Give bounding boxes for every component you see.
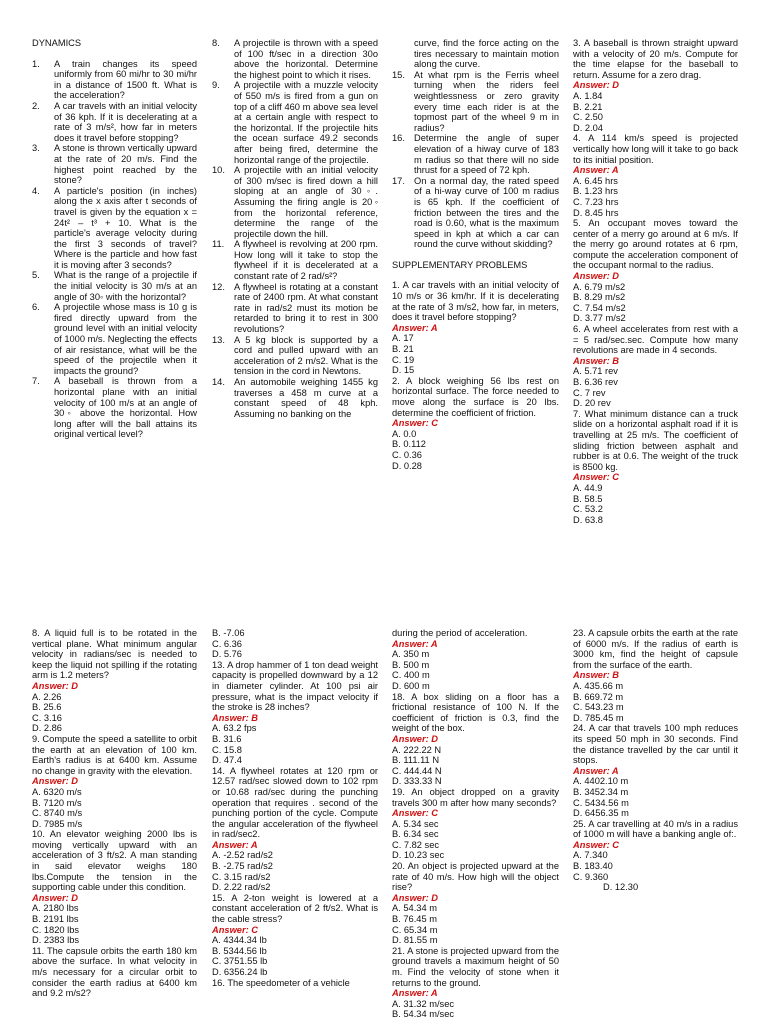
section-heading: SUPPLEMENTARY PROBLEMS: [392, 259, 528, 270]
option: B. 7120 m/s: [32, 797, 82, 808]
question-text: 18. A box sliding on a floor has a frictional resistance of 100 N. If the coefficient of friction is 0.3, find the weight of the box.: [392, 691, 559, 734]
question-text: 4. A 114 km/s speed is projected vertically how long will it take to go back to its initial position.: [573, 133, 738, 165]
option: A. 5.71 rev: [573, 366, 618, 377]
option: B. 1.23 hrs: [573, 186, 618, 197]
problem-text: A car travels with an initial velocity of 36 kph. If it is decelerating at a rate of 3 m/s², how far in meters does it travel before stopping?: [54, 100, 197, 143]
option: B. 58.5: [573, 493, 603, 504]
question-text: 8. A liquid full is to be rotated in the vertical plane. What minimum angular velocity in radians/sec is needed to keep the liquid not spilling if the rotating arm is 1.2 meters?: [32, 628, 197, 681]
option: C. 3751.55 lb: [212, 956, 268, 967]
answer-label: Answer: D: [392, 733, 438, 744]
option: A. -2.52 rad/s2: [212, 850, 273, 861]
problem-item: [212, 377, 378, 419]
option: D. 7985 m/s: [32, 818, 83, 829]
answer-label: Answer: A: [392, 322, 438, 333]
supplementary-list-2: [573, 38, 738, 525]
problem-item: [32, 59, 197, 101]
option: C. 53.2: [573, 504, 603, 515]
problem-list-3: [392, 70, 559, 250]
option: D. 63.8: [573, 514, 603, 525]
option: B. 6.34 sec: [392, 829, 439, 840]
option: C. 65.34 m: [392, 924, 438, 935]
column-2: [212, 38, 378, 419]
problem-number: 17.: [392, 175, 405, 186]
option: C. 15.8: [212, 744, 242, 755]
option: A. 31.32 m/sec: [392, 998, 455, 1009]
problem-text: A stone is thrown vertically upward at the rate of 20 m/s. Find the highest point reached by the stone?: [54, 143, 197, 186]
problem-item: [32, 270, 197, 302]
option: A. 6320 m/s: [32, 786, 82, 797]
question-text: 7. What minimum distance can a truck slide on a horizontal asphalt road if it is travelling at 25 m/s. The coefficient of sliding friction between asphalt and rubber is at 0.6. The weight of the truck is 8500 kg.: [573, 408, 738, 472]
problem-item: [212, 80, 378, 165]
problem-list-2: [212, 38, 378, 419]
answer-label: Answer: A: [212, 839, 258, 850]
option: C. 7.82 sec: [392, 839, 440, 850]
column-6: [212, 628, 378, 988]
option: A. 6.45 hrs: [573, 175, 618, 186]
option: D. 47.4: [212, 755, 242, 766]
problem-item: [392, 133, 559, 175]
problem-number: 2.: [32, 100, 40, 111]
problem-number: 10.: [212, 165, 225, 176]
option: B. 5344.56 lb: [212, 945, 267, 956]
problem-item: [212, 38, 378, 80]
option: B. 500 m: [392, 659, 430, 670]
question-text: 21. A stone is projected upward from the ground travels a maximum height of 50 m. Find the velocity of stone when it returns to the ground.: [392, 945, 559, 988]
answer-label: Answer: C: [573, 472, 619, 483]
problem-text: On a normal day, the rated speed of a hi-way curve of 100 m radius is 65 kph. If the coefficient of friction between the tires and the road is 0.60, what is the maximum speed in kph at which a car can round the curve without skidding?: [414, 175, 559, 250]
question-text: 23. A capsule orbits the earth at the rate of 6000 m/s. If the radius of earth is 3000 km, find the height of capsule from the surface of the earth.: [573, 628, 738, 670]
supplementary-list: [392, 280, 559, 471]
problem-number: 3.: [32, 143, 40, 154]
option: D. 20 rev: [573, 398, 611, 409]
problem-list-1: [32, 59, 197, 440]
problem-text: A projectile with a muzzle velocity of 550 m/s is fired from a gun on top of a cliff 460 m above sea level at a certain angle with respect to the horizontal. If the projectile hits the ocean surface 49.2 seconds after being fired, determine the horizontal range of the projectile.: [234, 80, 378, 165]
option: C. 400 m: [392, 670, 430, 681]
answer-label: Answer: D: [32, 776, 78, 787]
answer-label: Answer: A: [392, 638, 438, 649]
problem-item: [32, 101, 197, 143]
option: A. 5.34 sec: [392, 818, 439, 829]
option: D. 2.04: [573, 122, 603, 133]
option: C. 444.44 N: [392, 765, 442, 776]
problem-text: A flywheel is rotating at a constant rate of 2400 rpm. At what constant rate in rad/s2 must its motion be retarded to bring it to rest in 300 revolutions?: [234, 281, 378, 335]
problem-item: [32, 143, 197, 185]
column-1: [32, 38, 197, 440]
problem-text: A projectile whose mass is 10 g is fired directly upward from the ground level with an initial velocity of 1000 m/s. Neglecting the effects of air resistance, what will be the speed of the projectile when it impacts the ground?: [54, 302, 197, 376]
question-text: 3. A baseball is thrown straight upward with a velocity of 20 m/s. Compute for the time elapse for the baseball to return. Assume for a zero drag.: [573, 38, 738, 80]
option: A. 1.84: [573, 90, 603, 101]
problem-text: A train changes its speed uniformly from 60 mi/hr to 30 mi/hr in a distance of 1500 ft. What is the acceleration?: [54, 58, 197, 101]
continued-text: during the period of acceleration.: [392, 628, 528, 638]
supplementary-list-6: [573, 628, 738, 882]
option: D. 3.77 m/s2: [573, 313, 626, 324]
option: C. 3.15 rad/s2: [212, 871, 271, 882]
problem-number: 16.: [392, 133, 405, 144]
option: C. 6.36: [212, 638, 242, 649]
problem-text: At what rpm is the Ferris wheel turning when the riders feel weightlessness or zero gravity every time each rider is at the topmost part of the wheel 9 m in radius?: [414, 69, 559, 133]
problem-text: A projectile is thrown with a speed of 100 ft/sec in a direction 30o above the horizontal. Determine the highest point to which it rises.: [234, 38, 378, 80]
problem-text: A projectile with an initial velocity of 300 m/sec is fired down a hill sloping at an angle of 30◦. Assuming the firing angle is 20◦ from the horizontal reference, determine the range of the projectile down the hill.: [234, 165, 378, 239]
option: C. 9.360: [573, 871, 609, 882]
question-text: 15. A 2-ton weight is lowered at a constant acceleration of 2 ft/s2. What is the cable stress?: [212, 892, 378, 925]
option: A. 222.22 N: [392, 744, 442, 755]
problem-number: 8.: [212, 38, 220, 48]
option: C. 7.23 hrs: [573, 196, 619, 207]
answer-label: Answer: D: [573, 271, 619, 282]
option: A. 2180 lbs: [32, 903, 79, 914]
option: C. 2.50: [573, 112, 603, 123]
question-text: 20. An object is projected upward at the rate of 40 m/s. How high will the object rise?: [392, 861, 559, 893]
option: D. 10.23 sec: [392, 850, 445, 861]
option: C. 1820 lbs: [32, 924, 80, 935]
option: B. 2191 lbs: [32, 914, 79, 925]
supplementary-list-3: [32, 628, 197, 999]
problem-item: [212, 239, 378, 281]
option: D. 8.45 hrs: [573, 207, 619, 218]
question-text: 24. A car that travels 100 mph reduces its speed 50 mph in 30 seconds. Find the distance travelled by the car until it stops.: [573, 723, 738, 766]
problem-text: Determine the angle of super elevation of a hiway curve of 183 m radius so that there will no side thrust for a speed of 72 kph.: [414, 133, 559, 176]
option: B. 25.6: [32, 702, 62, 713]
answer-label: Answer: D: [573, 80, 619, 91]
question-text: 2. A block weighing 56 lbs rest on horizontal surface. The force needed to move along the surface is 20 lbs. determine the coefficient of friction.: [392, 375, 559, 418]
option: D. 600 m: [392, 680, 430, 691]
option: D. 5.76: [212, 649, 242, 660]
question-text: 5. An occupant moves toward the center of a merry go around at 6 m/s. If the merry go around rotates at 6 rpm, compute the acceleration component of the occupant normal to the radius.: [573, 218, 738, 271]
problem-number: 9.: [212, 80, 220, 91]
answer-label: Answer: B: [212, 712, 258, 723]
option: B. 6.36 rev: [573, 377, 618, 387]
problem-item: [32, 302, 197, 376]
problem-number: 11.: [212, 239, 225, 250]
option: A. 2.26: [32, 691, 62, 702]
option: B. 669.72 m: [573, 691, 624, 702]
supplementary-list-5: [392, 692, 559, 1020]
option: C. 5434.56 m: [573, 797, 629, 808]
option: D. 2.86: [32, 723, 62, 734]
option: A. 44.9: [573, 482, 603, 493]
problem-text: A baseball is thrown from a horizontal plane with an initial velocity of 100 m/s at an angle of 30◦ above the horizontal. How long after will the ball attains its original vertical level?: [54, 376, 197, 440]
option: A. 17: [392, 333, 414, 344]
option: C. 7 rev: [573, 387, 606, 398]
problem-number: 15.: [392, 69, 405, 80]
problem-text: A 5 kg block is supported by a cord and pulled upward with an acceleration of 2 m/s2. What is the tension in the cord in Newtons.: [234, 334, 378, 377]
problem-item: [392, 176, 559, 250]
problem-number: 14.: [212, 377, 225, 387]
option: D. 12.30: [603, 882, 639, 893]
question-text: 16. The speedometer of a vehicle: [212, 977, 350, 988]
option: C. 3.16: [32, 712, 62, 723]
option: D. 785.45 m: [573, 712, 624, 723]
question-text: 13. A drop hammer of 1 ton dead weight capacity is propelled downward by a 12 in diameter cylinder. At 100 psi air pressure, what is the impact velocity if the stroke is 28 inches?: [212, 659, 378, 713]
option: D. 6356.24 lb: [212, 967, 268, 977]
page-title: DYNAMICS: [32, 38, 82, 48]
question-text: 6. A wheel accelerates from rest with a = 5 rad/sec.sec. Compute how many revolutions are made in 4 seconds.: [573, 324, 738, 356]
option: D. 81.55 m: [392, 935, 438, 946]
option: A. 350 m: [392, 649, 430, 660]
answer-label: Answer: B: [573, 355, 619, 366]
answer-label: Answer: A: [392, 988, 438, 999]
answer-label: Answer: C: [212, 924, 258, 935]
answer-label: Answer: C: [392, 418, 438, 429]
option: B. 76.45 m: [392, 914, 437, 925]
continued-text: curve, find the force acting on the tires necessary to maintain motion along the curve.: [414, 38, 559, 70]
option: B. 3452.34 m: [573, 786, 629, 797]
options-continued: [392, 649, 559, 691]
option: A. 4344.34 lb: [212, 935, 267, 946]
answer-label: Answer: C: [392, 808, 438, 819]
option: C. 543.23 m: [573, 702, 624, 713]
problem-item: [392, 70, 559, 134]
column-5: [32, 628, 197, 999]
column-3: [392, 38, 559, 471]
problem-number: 7.: [32, 376, 40, 387]
problem-number: 4.: [32, 185, 40, 196]
problem-item: [212, 335, 378, 377]
problem-item: [212, 165, 378, 239]
problem-item: [32, 376, 197, 440]
answer-label: Answer: A: [573, 165, 619, 176]
option: B. 54.34 m/sec: [392, 1009, 455, 1020]
question-text: 14. A flywheel rotates at 120 rpm or 12.57 rad/sec slowed down to 102 rpm or 10.68 rad/sec during the punching operation that requires . second of the punching portion of the cycle. Compute the angular acceleration of the flywheel in rad/sec2.: [212, 765, 378, 840]
option: C. 7.54 m/s2: [573, 302, 626, 313]
question-text: 10. An elevator weighing 2000 lbs is moving vertically upward with an acceleration of 3 ft/s2. A man standing in said elevator weighs 180 lbs.Compute the tension in the supporting cable under this condition.: [32, 829, 197, 893]
option: B. 0.112: [392, 439, 426, 450]
option: B. 31.6: [212, 733, 242, 744]
option: D. 2383 lbs: [32, 935, 80, 946]
answer-label: Answer: B: [573, 670, 619, 681]
answer-label: Answer: D: [392, 892, 438, 903]
question-text: 25. A car travelling at 40 m/s in a radius of 1000 m will have a banking angle of:.: [573, 818, 738, 840]
option: B. 8.29 m/s2: [573, 292, 626, 303]
option: D. 0.28: [392, 460, 422, 471]
column-7: [392, 628, 559, 1020]
question-text: 9. Compute the speed a satellite to orbit the earth at an elevation of 100 km. Earth's radius is at 6400 km. Assume no change in gravity with the elevation.: [32, 733, 197, 776]
question-text: 1. A car travels with an initial velocity of 10 m/s or 36 km/hr. If it is decelerating at the rate of 3 m/s2, how far, in meters, does it travel before stopping?: [392, 280, 559, 323]
supplementary-list-4: [212, 660, 378, 988]
option: B. 21: [392, 344, 414, 355]
option: D. 6456.35 m: [573, 808, 629, 819]
problem-number: 13.: [212, 334, 225, 345]
option: A. 0.0: [392, 428, 417, 439]
problem-text: A particle's position (in inches) along the x axis after t seconds of travel is given by the equation x = 24t² – t³ + 10. What is the particle's average velocity during the first 3 seconds of travel? Where is the particle and how fast it is moving after 3 seconds?: [54, 185, 197, 270]
problem-item: [32, 186, 197, 271]
problem-number: 5.: [32, 270, 40, 281]
problem-text: What is the range of a projectile if the initial velocity is 30 m/s at an angle of 30◦ with the horizontal?: [54, 270, 197, 302]
problem-number: 6.: [32, 302, 40, 313]
problem-text: A flywheel is revolving at 200 rpm. How long will it take to stop the flywheel if it is decelerated at a constant rate of 2 rad/s²?: [234, 239, 378, 282]
answer-label: Answer: D: [32, 680, 78, 691]
option: C. 0.36: [392, 449, 422, 460]
problem-number: 12.: [212, 281, 225, 292]
option: D. 2.22 rad/s2: [212, 882, 271, 893]
option: D. 15: [392, 365, 415, 376]
question-text: 11. The capsule orbits the earth 180 km above the surface. In what velocity in m/s necessary for a circular orbit to consider the earth radius at 6400 km and 9.2 m/s2?: [32, 945, 197, 999]
problem-text: An automobile weighing 1455 kg traverses a 458 m curve at a constant speed of 48 kph. Assuming no banking on the: [234, 377, 378, 419]
answer-label: Answer: C: [573, 839, 619, 850]
problem-item: [212, 282, 378, 335]
column-4: [573, 38, 738, 525]
option: C. 8740 m/s: [32, 808, 83, 819]
option: B. 2.21: [573, 101, 603, 112]
options-continued: [212, 628, 378, 660]
answer-label: Answer: D: [32, 892, 78, 903]
option: A. 63.2 fps: [212, 723, 257, 734]
option: A. 54.34 m: [392, 903, 437, 914]
column-8: [573, 628, 738, 893]
option: B. -2.75 rad/s2: [212, 861, 273, 872]
question-text: 19. An object dropped on a gravity travels 300 m after how many seconds?: [392, 786, 559, 808]
option: C. 19: [392, 354, 415, 365]
option: A. 4402.10 m: [573, 776, 629, 787]
option: B. 111.11 N: [392, 755, 440, 766]
option: B. 183.40: [573, 861, 613, 872]
option: A. 7.340: [573, 850, 608, 861]
option: B. -7.06: [212, 628, 245, 638]
problem-number: 1.: [32, 58, 40, 69]
answer-label: Answer: A: [573, 765, 619, 776]
option: A. 6.79 m/s2: [573, 281, 626, 292]
option: A. 435.66 m: [573, 680, 624, 691]
option: D. 333.33 N: [392, 776, 442, 787]
